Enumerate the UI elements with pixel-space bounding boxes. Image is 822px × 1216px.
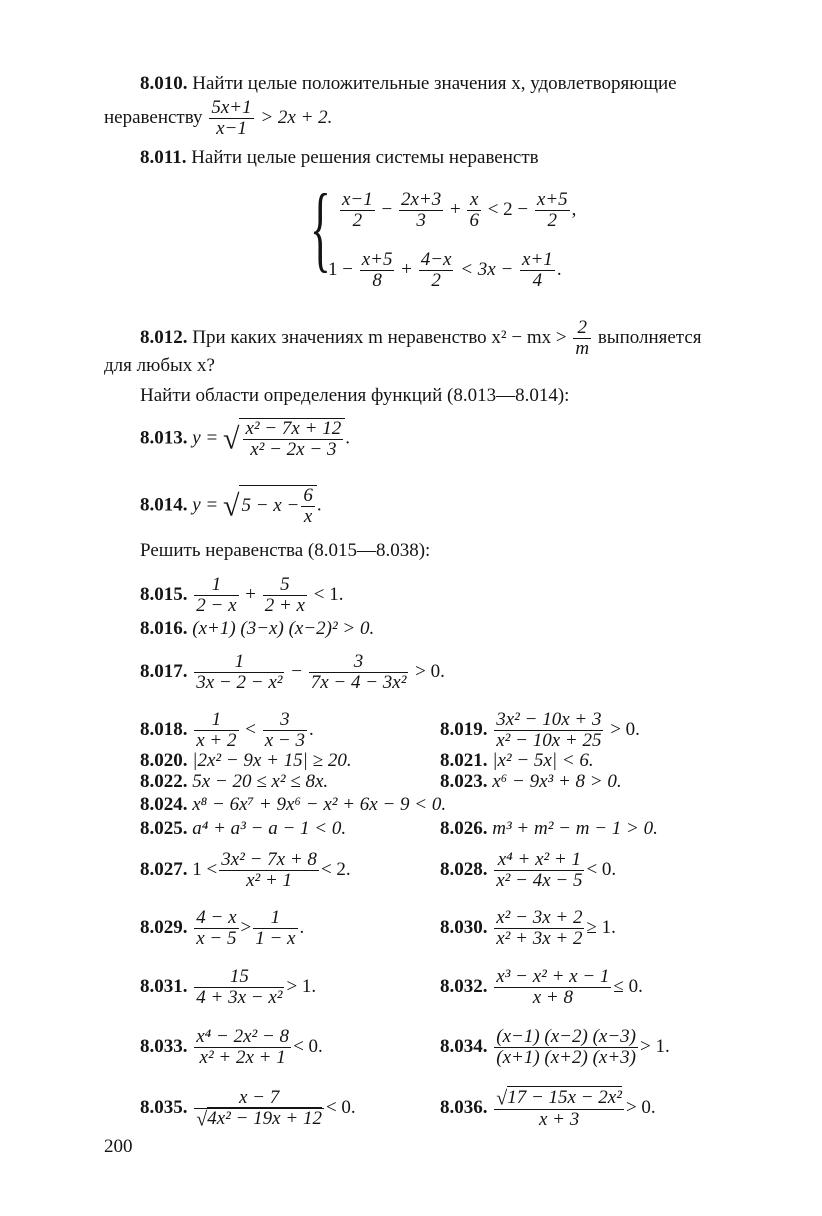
denominator: x <box>301 506 315 527</box>
problem-8-012 <box>140 318 702 359</box>
denominator: m <box>575 338 590 359</box>
denominator: x² + 3x + 2 <box>496 928 583 949</box>
rhs: > 0. <box>625 1097 656 1119</box>
problem-number: 8.011. <box>140 147 187 168</box>
problem-number: 8.022. <box>140 771 188 792</box>
numerator: x+5 <box>361 249 393 270</box>
denominator: x + 3 <box>494 1109 624 1130</box>
problem-number: 8.010. <box>140 73 188 94</box>
problem-text: Найти целые решения системы неравенств <box>191 147 539 168</box>
rhs: > 1. <box>286 975 317 997</box>
radicand: 4x² − 19x + 12 <box>207 1108 322 1129</box>
numerator: 4−x <box>420 249 452 270</box>
numerator: x⁴ − 2x² − 8 <box>196 1026 290 1047</box>
denominator: 2 <box>340 210 375 231</box>
denominator: x + 2 <box>196 730 237 751</box>
rhs: < 0. <box>586 858 617 880</box>
numerator: x² − 7x + 12 <box>245 418 342 439</box>
problem-8-011 <box>140 147 539 169</box>
problem-number: 8.035. <box>140 1097 188 1119</box>
problem-number: 8.019. <box>440 718 488 740</box>
problem-8-031 <box>140 967 316 1008</box>
rhs: > 1. <box>639 1035 670 1057</box>
problem-8-019 <box>440 710 640 751</box>
operator: < 3x − <box>460 258 514 280</box>
numerator: 1 <box>270 907 281 928</box>
problem-text: выполняется <box>597 326 702 348</box>
denominator: x² − 10x + 25 <box>496 730 602 751</box>
section-heading: Решить неравенства (8.015—8.038): <box>140 540 431 561</box>
problem-8-035 <box>140 1088 356 1130</box>
expression: m³ + m² − m − 1 > 0. <box>492 818 658 839</box>
problem-8-013 <box>140 418 350 460</box>
denominator: 3 <box>399 210 443 231</box>
rhs: < 0. <box>325 1097 356 1119</box>
punctuation: . <box>316 494 322 516</box>
numerator: 3 <box>280 709 290 730</box>
problem-number: 8.030. <box>440 916 488 938</box>
problem-8-032 <box>440 967 643 1008</box>
denominator: (x+1) (x+2) (x+3) <box>496 1047 636 1068</box>
operator: + <box>401 258 412 280</box>
punctuation: . <box>309 718 314 740</box>
rhs: > 0. <box>415 660 445 682</box>
problem-number: 8.023. <box>440 771 488 792</box>
numerator: 5 <box>280 574 290 595</box>
problem-8-017 <box>140 652 445 693</box>
system-brace: { <box>310 174 331 281</box>
problem-number: 8.012. <box>140 326 188 348</box>
problem-number: 8.025. <box>140 818 188 839</box>
problem-8-024 <box>140 794 446 816</box>
denominator: √4x² − 19x + 12 <box>196 1108 322 1131</box>
punctuation: , <box>571 198 577 220</box>
numerator: 3 <box>353 651 364 672</box>
numerator: 1 <box>211 574 222 595</box>
problem-number: 8.015. <box>140 583 188 605</box>
denominator: x − 5 <box>196 928 237 949</box>
punctuation: . <box>299 916 305 938</box>
problem-8-028 <box>440 850 616 891</box>
problem-8-022 <box>140 771 328 793</box>
problem-8-015 <box>140 575 343 616</box>
denominator: 6 <box>469 210 479 231</box>
operator: − <box>291 660 302 682</box>
problem-number: 8.031. <box>140 975 188 997</box>
operator: 1 < <box>192 858 218 880</box>
denominator: 2 <box>535 210 570 231</box>
problem-number: 8.014. <box>140 494 188 516</box>
lhs: y = <box>192 427 219 449</box>
operator: + <box>245 583 256 605</box>
punctuation: . <box>345 427 350 449</box>
operator: < 2 − <box>487 198 529 220</box>
system-row-1 <box>338 190 576 231</box>
denominator: 2 − x <box>196 595 237 616</box>
operator: > <box>240 916 252 938</box>
problem-8-018 <box>140 710 314 751</box>
problem-number: 8.016. <box>140 618 188 639</box>
problem-number: 8.032. <box>440 975 488 997</box>
problem-number: 8.013. <box>140 427 188 449</box>
numerator: 3x² − 10x + 3 <box>496 709 602 730</box>
problem-8-025 <box>140 818 346 840</box>
problem-number: 8.028. <box>440 858 488 880</box>
problem-number: 8.020. <box>140 750 188 771</box>
numerator: 2 <box>577 317 587 338</box>
rhs: < 1. <box>313 583 344 605</box>
problem-8-026 <box>440 818 658 840</box>
denominator: x + 8 <box>494 987 611 1008</box>
numerator: 6 <box>303 485 313 506</box>
problem-8-034 <box>440 1027 670 1068</box>
numerator: x+1 <box>522 249 553 270</box>
problem-number: 8.033. <box>140 1035 188 1057</box>
rhs: ≥ 1. <box>586 916 616 938</box>
numerator: √17 − 15x − 2x² <box>496 1087 622 1110</box>
radicand: 17 − 15x − 2x² <box>507 1087 622 1108</box>
problem-8-020 <box>140 750 352 772</box>
problem-8-033 <box>140 1027 323 1068</box>
denominator: 8 <box>360 270 395 291</box>
problem-8-010-cont <box>104 98 332 139</box>
operator: − <box>381 198 393 220</box>
rhs: > 0. <box>610 718 640 740</box>
numerator: 2x+3 <box>400 189 442 210</box>
rhs: ≤ 0. <box>613 975 643 997</box>
expression: |2x² − 9x + 15| ≥ 20. <box>192 750 352 771</box>
problem-number: 8.021. <box>440 750 488 771</box>
numerator: 3x² − 7x + 8 <box>221 849 317 870</box>
problem-number: 8.029. <box>140 916 188 938</box>
problem-8-014 <box>140 485 322 527</box>
denominator: x−1 <box>209 118 253 139</box>
problem-text: При каких значениях m неравенство x² − mx > <box>192 326 567 348</box>
denominator: 4 + 3x − x² <box>196 987 283 1008</box>
problem-8-021 <box>440 750 594 772</box>
operator: < <box>245 718 256 740</box>
system-row-2 <box>328 250 562 291</box>
problem-number: 8.027. <box>140 858 188 880</box>
operator: + <box>450 198 461 220</box>
rhs: < 0. <box>293 1035 323 1057</box>
numerator: (x−1) (x−2) (x−3) <box>496 1026 636 1047</box>
numerator: x³ − x² + x − 1 <box>496 966 610 987</box>
problem-number: 8.018. <box>140 718 188 740</box>
fraction <box>209 98 253 139</box>
numerator: x <box>470 189 479 210</box>
numerator: x−1 <box>342 189 373 210</box>
numerator: x − 7 <box>238 1087 280 1108</box>
expression: x⁸ − 6x⁷ + 9x⁶ − x² + 6x − 9 < 0. <box>192 794 447 815</box>
square-root: √ 5 − x − $\frac{6}{x}$ <box>223 485 317 527</box>
numerator: 15 <box>229 966 249 987</box>
problem-number: 8.017. <box>140 660 188 682</box>
problem-8-027 <box>140 850 351 891</box>
numerator: x⁴ + x² + 1 <box>497 849 582 870</box>
denominator: 1 − x <box>255 928 296 949</box>
denominator: x² − 2x − 3 <box>243 439 343 460</box>
problem-8-029 <box>140 908 304 949</box>
expression: x⁶ − 9x³ + 8 > 0. <box>492 771 622 792</box>
section-heading: Найти области определения функций (8.013—8.014): <box>140 385 570 406</box>
expression: 5x − 20 ≤ x² ≤ 8x. <box>192 771 329 792</box>
problem-8-012-cont <box>104 355 215 377</box>
denominator: 2 <box>419 270 454 291</box>
denominator: x² − 4x − 5 <box>496 870 583 891</box>
numerator: 4 − x <box>196 907 237 928</box>
operator: 1 − <box>328 258 353 280</box>
expression: |x² − 5x| < 6. <box>492 750 594 771</box>
problem-8-030 <box>440 908 616 949</box>
radicand: 5 − x − <box>241 494 300 516</box>
punctuation: . <box>556 258 562 280</box>
rhs: < 2. <box>320 858 351 880</box>
denominator: x² + 1 <box>219 870 319 891</box>
problem-text: для любых x? <box>104 355 215 376</box>
problem-number: 8.034. <box>440 1035 488 1057</box>
problem-text: Найти целые положительные значения x, удовлетворяющие <box>192 73 677 94</box>
expression: a⁴ + a³ − a − 1 < 0. <box>192 818 347 839</box>
rhs: > 2x + 2. <box>260 106 333 128</box>
denominator: x² + 2x + 1 <box>194 1047 291 1068</box>
expression: (x+1) (3−x) (x−2)² > 0. <box>192 618 375 639</box>
denominator: 3x − 2 − x² <box>196 672 283 693</box>
square-root: √ $\frac{\text{x² − 7x + 12}}{\text{x² − 2x − 3}}$ <box>223 418 345 460</box>
problem-number: 8.026. <box>440 818 488 839</box>
problem-number: 8.024. <box>140 794 188 815</box>
numerator: 1 <box>211 709 222 730</box>
problem-8-016 <box>140 618 374 640</box>
denominator: 4 <box>520 270 555 291</box>
denominator: 2 + x <box>264 595 305 616</box>
page-number: 200 <box>104 1136 133 1157</box>
numerator: x² − 3x + 2 <box>496 907 583 928</box>
denominator: x − 3 <box>264 730 305 751</box>
lhs: y = <box>192 494 219 516</box>
problem-8-036 <box>440 1088 656 1130</box>
problem-8-010 <box>140 73 677 95</box>
problem-text: неравенству <box>104 106 203 128</box>
problem-number: 8.036. <box>440 1097 488 1119</box>
numerator: x+5 <box>536 189 568 210</box>
problem-8-023 <box>440 771 622 793</box>
numerator: 5x+1 <box>211 97 252 118</box>
denominator: 7x − 4 − 3x² <box>310 672 407 693</box>
numerator: 1 <box>234 651 245 672</box>
